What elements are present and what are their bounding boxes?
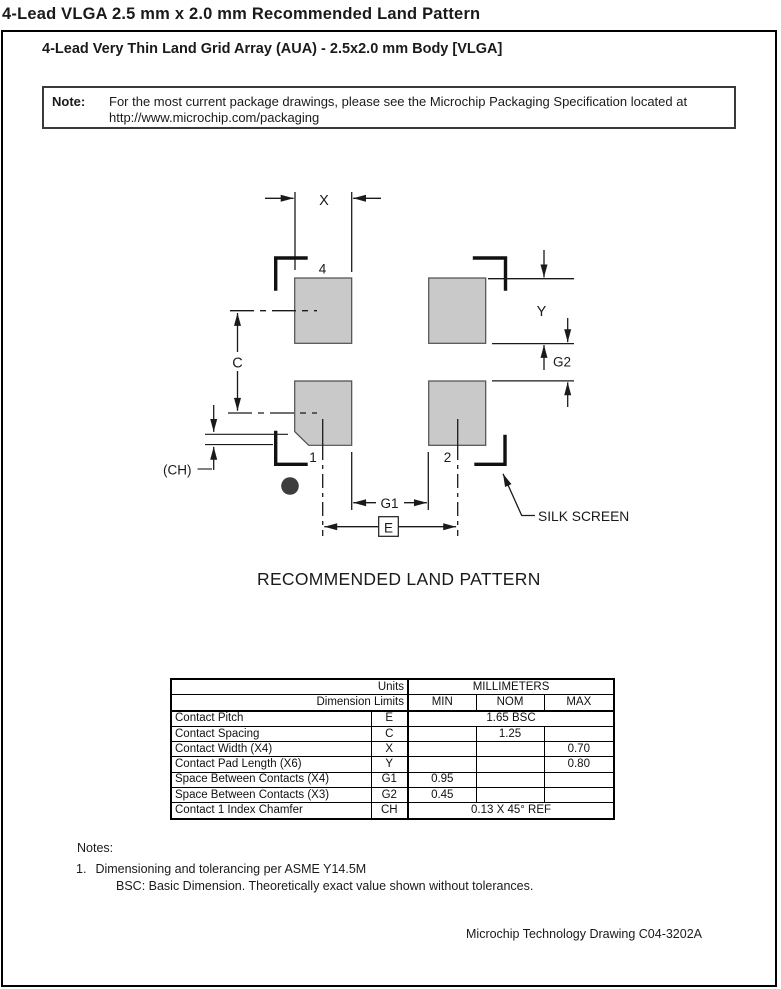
label-y: Y xyxy=(536,304,547,320)
cell-max: 0.70 xyxy=(544,742,614,757)
table-row xyxy=(171,711,614,727)
cell-name: Contact 1 Index Chamfer xyxy=(171,803,371,819)
table-row xyxy=(171,726,614,741)
cell-name: Contact Pitch xyxy=(171,711,371,727)
cell-max xyxy=(544,772,614,787)
cell-symbol: G2 xyxy=(371,788,408,803)
table-header-row-units xyxy=(171,679,614,695)
cell-span-value: 0.13 X 45° REF xyxy=(408,803,614,819)
cell-min: 0.95 xyxy=(408,772,476,787)
drawing-caption: RECOMMENDED LAND PATTERN xyxy=(257,569,541,589)
label-silkscreen: SILK SCREEN xyxy=(538,509,630,524)
note-line-1: For the most current package drawings, please see the Microchip Packaging Specification located at xyxy=(109,94,688,109)
dimension-table xyxy=(170,678,615,820)
table-row xyxy=(171,772,614,787)
note-item-1-sub: BSC: Basic Dimension. Theoretically exact value shown without tolerances. xyxy=(116,879,534,893)
note-item-1 xyxy=(76,862,366,876)
label-c: C xyxy=(232,355,243,372)
note-item-text: Dimensioning and tolerancing per ASME Y14.5M xyxy=(95,862,367,876)
table-row xyxy=(171,788,614,803)
table-header-row-limits xyxy=(171,695,614,711)
cell-symbol: Y xyxy=(371,757,408,772)
cell-symbol: G1 xyxy=(371,772,408,787)
table-row xyxy=(171,757,614,772)
note-line-2: http://www.microchip.com/packaging xyxy=(109,109,320,125)
cell-max xyxy=(544,788,614,803)
note-item-number: 1. xyxy=(76,862,87,876)
cell-units-label: Units xyxy=(171,679,408,695)
pin1-indicator-dot xyxy=(281,477,299,495)
cell-max: 0.80 xyxy=(544,757,614,772)
cell-min xyxy=(408,726,476,741)
note-text xyxy=(109,94,687,125)
cell-min-header: MIN xyxy=(408,695,476,711)
cell-nom: 1.25 xyxy=(476,726,544,741)
label-e: E xyxy=(383,520,394,536)
cell-units-value: MILLIMETERS xyxy=(408,679,614,695)
label-x: X xyxy=(319,193,329,209)
cell-name: Space Between Contacts (X3) xyxy=(171,788,371,803)
dimension-y xyxy=(488,250,574,370)
label-pad1: 1 xyxy=(309,450,317,465)
label-g2: G2 xyxy=(553,354,572,370)
cell-nom xyxy=(476,742,544,757)
package-subtitle: 4-Lead Very Thin Land Grid Array (AUA) - 2.5x2.0 mm Body [VLGA] xyxy=(42,41,503,57)
notes-heading: Notes: xyxy=(77,841,114,855)
cell-nom xyxy=(476,772,544,787)
cell-dimension-limits: Dimension Limits xyxy=(171,695,408,711)
cell-max-header: MAX xyxy=(544,695,614,711)
table-row xyxy=(171,803,614,819)
table-row xyxy=(171,742,614,757)
land-pattern-drawing xyxy=(0,175,781,567)
cell-span-value: 1.65 BSC xyxy=(408,711,614,727)
label-pad2: 2 xyxy=(443,450,452,465)
cell-symbol: X xyxy=(371,742,408,757)
note-box xyxy=(42,86,736,129)
cell-min: 0.45 xyxy=(408,788,476,803)
cell-name: Contact Width (X4) xyxy=(171,742,371,757)
silkscreen-leader-line xyxy=(503,474,535,516)
cell-nom-header: NOM xyxy=(476,695,544,711)
note-label: Note: xyxy=(52,94,86,109)
pad-3 xyxy=(429,278,486,343)
page-title: 4-Lead VLGA 2.5 mm x 2.0 mm Recommended Land Pattern xyxy=(2,5,481,23)
cell-nom xyxy=(476,788,544,803)
cell-name: Contact Spacing xyxy=(171,726,371,741)
cell-min xyxy=(408,757,476,772)
cell-symbol: CH xyxy=(371,803,408,819)
label-pad4: 4 xyxy=(318,261,327,277)
cell-min xyxy=(408,742,476,757)
cell-nom xyxy=(476,757,544,772)
label-ch: (CH) xyxy=(163,462,192,478)
cell-name: Space Between Contacts (X4) xyxy=(171,772,371,787)
cell-max xyxy=(544,726,614,741)
cell-symbol: E xyxy=(371,711,408,727)
cell-name: Contact Pad Length (X6) xyxy=(171,757,371,772)
label-g1: G1 xyxy=(380,496,399,511)
cell-symbol: C xyxy=(371,726,408,741)
drawing-reference: Microchip Technology Drawing C04-3202A xyxy=(466,927,703,941)
